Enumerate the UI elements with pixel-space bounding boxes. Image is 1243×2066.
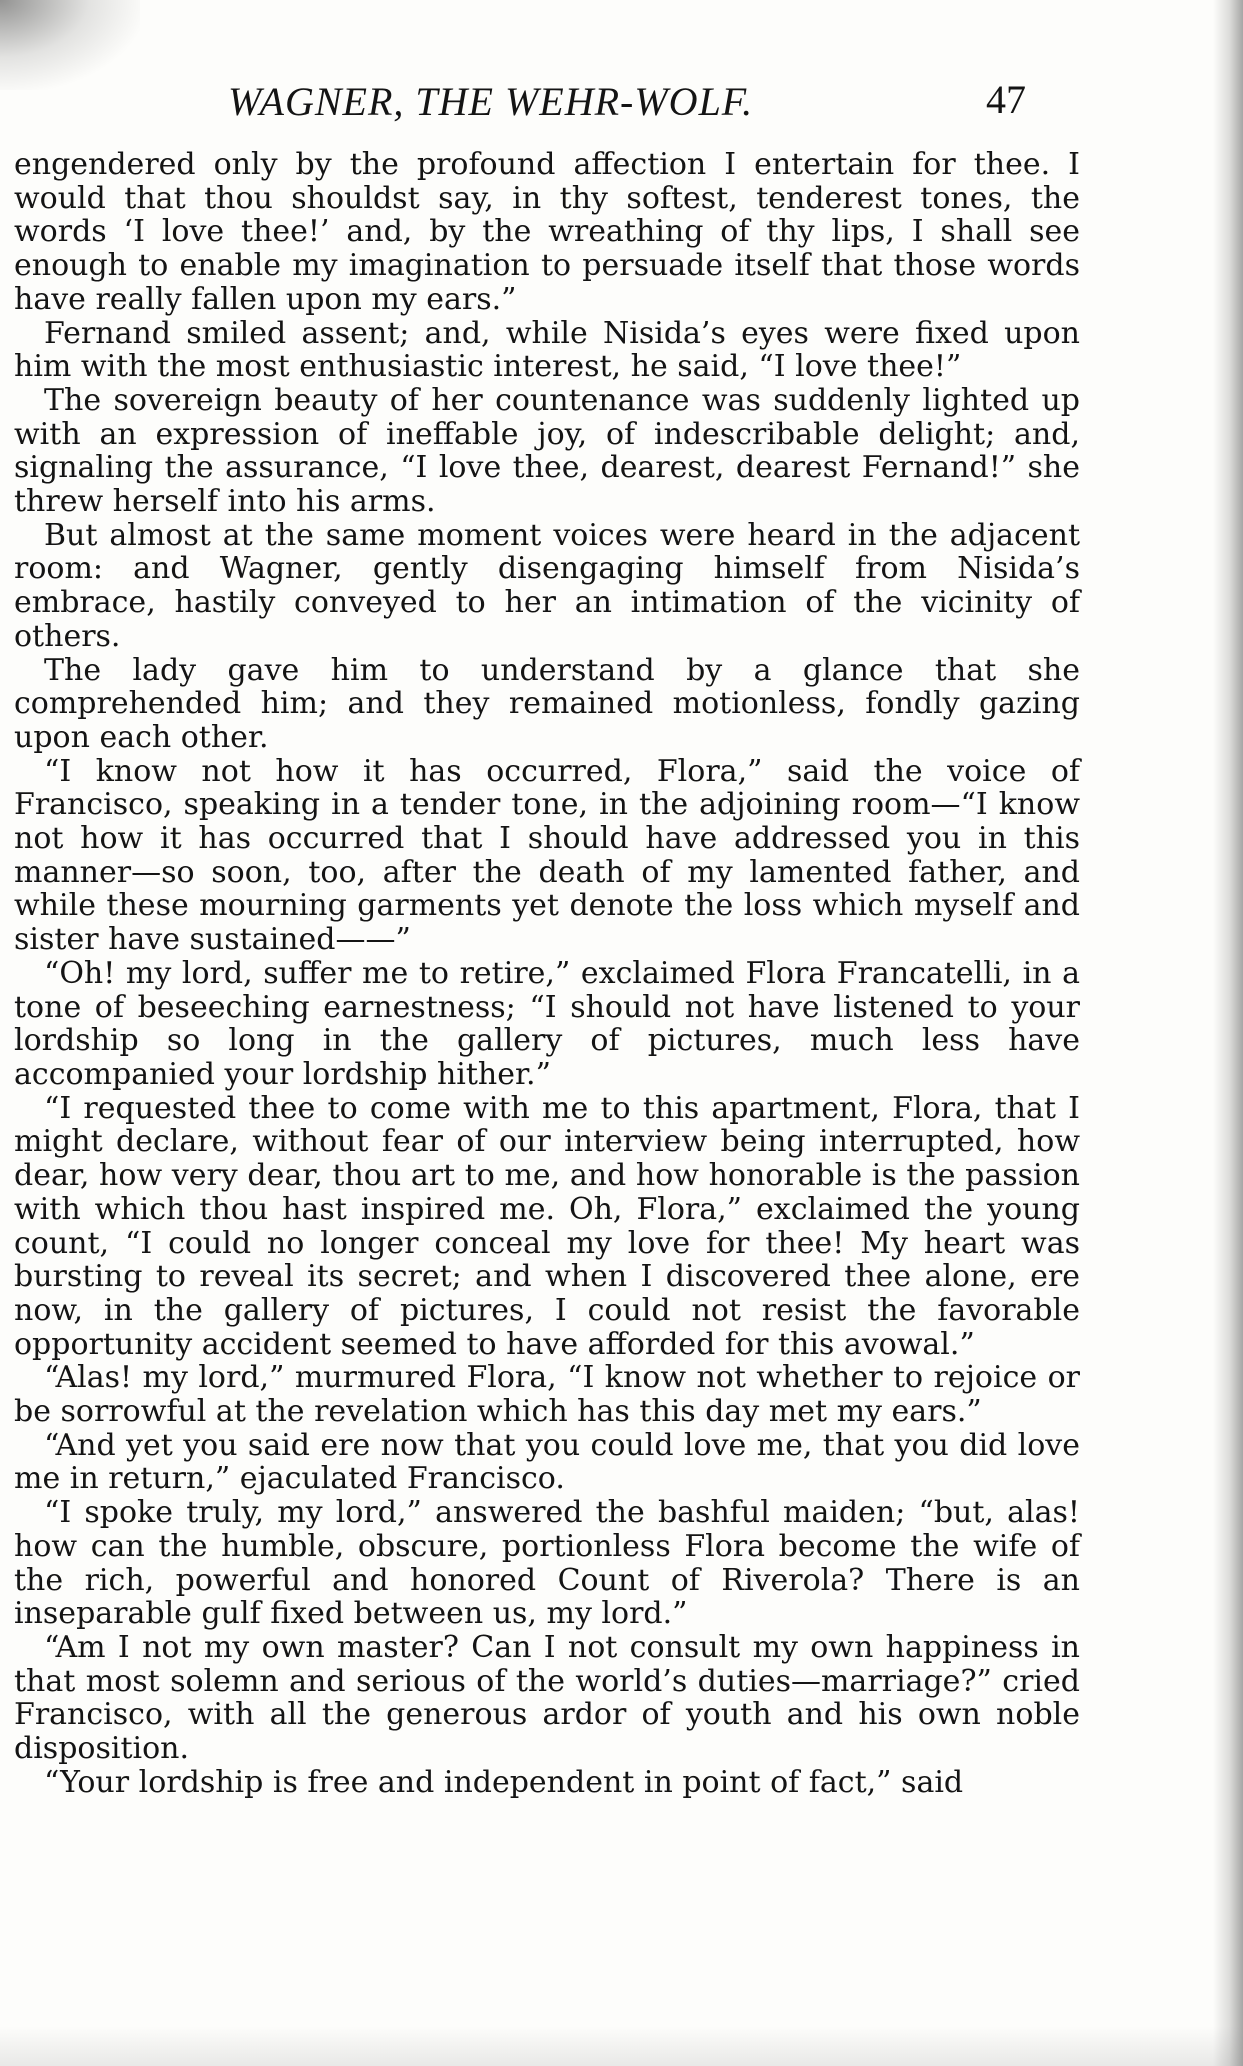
scan-shadow-corner (0, 0, 140, 90)
scan-shadow-bottom-edge (0, 2026, 1243, 2066)
paragraph: “Am I not my own master? Can I not consult my own happiness in that most solemn and serious of the world’s duties—marriage?” cried Francisco, with all the generous ardor of youth and his own noble disposition. (14, 1629, 1080, 1767)
paragraph: Fernand smiled assent; and, while Nisida’s eyes were fixed upon him with the most enthusiastic interest, he said, “I love thee!” (14, 315, 1080, 385)
paragraph: “I spoke truly, my lord,” answered the bashful maiden; “but, alas! how can the humble, obscure, portionless Flora become the wife of the rich, powerful and honored Count of Riverola? There is an inseparable gulf fixed between us, my lord.” (14, 1495, 1080, 1632)
page-number: 47 (986, 77, 1026, 122)
page-header (228, 78, 1054, 126)
paragraph: “Alas! my lord,” murmured Flora, “I know not whether to rejoice or be sorrowful at the revelation which has this day met my ears.” (14, 1360, 1080, 1430)
paragraph: But almost at the same moment voices were heard in the adjacent room: and Wagner, gently disengaging himself from Nisida’s embrace, hastily conveyed to her an intimation of the vicinity of others. (14, 517, 1080, 654)
paragraph: “I requested thee to come with me to this apartment, Flora, that I might declare, without fear of our interview being interrupted, how dear, how very dear, thou art to me, and how honorable is the passion with which thou hast inspired me. Oh, Flora,” exclaimed the young count, “I could no longer conceal my love for thee! My heart was bursting to reveal its secret; and when I discovered thee alone, ere now, in the gallery of pictures, I could not resist the favorable opportunity accident seemed to have afforded for this avowal.” (14, 1090, 1080, 1362)
paragraph: The sovereign beauty of her countenance was suddenly lighted up with an expression of ineffable joy, of indescribable delight; and, signaling the assurance, “I love thee, dearest, dearest Fernand!” she threw herself into his arms. (14, 382, 1080, 520)
paragraph: “And yet you said ere now that you could love me, that you did love me in return,” ejaculated Francisco. (14, 1427, 1080, 1497)
paragraph: engendered only by the profound affection I entertain for thee. I would that thou shouldst say, in thy softest, tenderest tones, the words ‘I love thee!’ and, by the wreathing of thy lips, I shall see enough to enable my imagination to persuade itself that those words have really fallen upon my ears.” (14, 147, 1080, 317)
paragraph: The lady gave him to understand by a glance that she comprehended him; and they remained motionless, fondly gazing upon each other. (14, 652, 1080, 755)
scan-shadow-right-edge (1213, 0, 1243, 2066)
paragraph: “Oh! my lord, suffer me to retire,” exclaimed Flora Francatelli, in a tone of beseeching earnestness; “I should not have listened to your lordship so long in the gallery of pictures, much less have accompanied your lordship hither.” (14, 955, 1080, 1092)
paragraph: “Your lordship is free and independent in point of fact,” said (44, 1764, 964, 1800)
page-body (14, 148, 1080, 1799)
paragraph: “I know not how it has occurred, Flora,” said the voice of Francisco, speaking in a tender tone, in the adjoining room—“I know not how it has occurred that I should have addressed you in this manner—so soon, too, after the death of my lamented father, and while these mourning garments yet denote the loss which myself and sister have sustained——” (14, 753, 1080, 958)
running-title: WAGNER, THE WEHR-WOLF. (228, 79, 754, 124)
